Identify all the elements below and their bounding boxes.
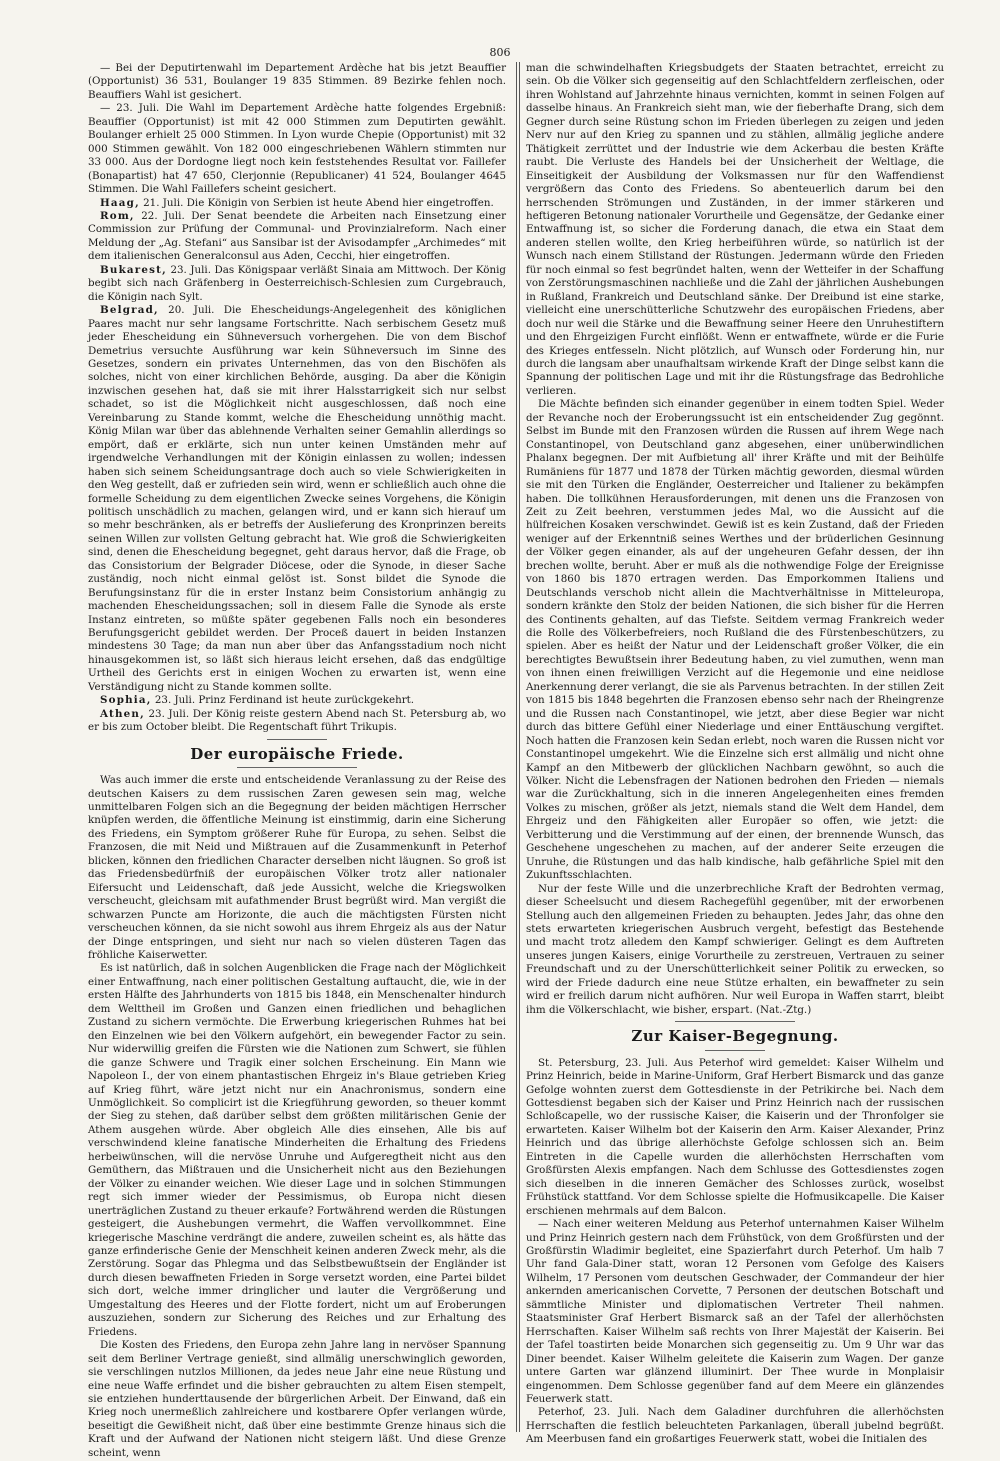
news-item-haag [88, 197, 506, 210]
news-text: 23. Juli. Das Königspaar verläßt Sinaia am Mittwoch. Der König begibt sich nach Gräfenberg in Oesterreichisch-Schlesien zum Curgebrauch, die Königin nach Sylt. [88, 263, 506, 303]
article-paragraph: — 23. Juli. Die Wahl im Departement Ardèche hatte folgendes Ergebniß: Beauffier (Opportunist) ist mit 42 000 Stimmen zum Deputirten gewählt. Boulanger erhielt 25 000 Stimmen. In Lyon wurde Chepie (Opportunist) mit 32 000 Stimmen gewählt. Von 182 000 eingeschriebenen Wählern stimmten nur 33 000. Aus der Dordogne liegt noch kein feststehendes Resultat vor. Faillefer (Bonapartist) hat 47 650, Clerjonnie (Republicaner) 41 524, Boulanger 4645 Stimmen. Die Wahl Faillefers scheint gesichert. [88, 102, 506, 196]
news-item-sophia [88, 694, 506, 707]
news-text: 23. Juli. Der König reiste gestern Abend nach St. Petersburg ab, wo er bis zum October bleibt. Die Regentschaft führt Trikupis. [88, 707, 506, 734]
news-item-athen [88, 708, 506, 735]
dateline: Athen, [100, 707, 145, 720]
column-rule [516, 62, 517, 1432]
dateline: Sophia, [100, 694, 152, 707]
dateline: Haag, [100, 196, 140, 209]
article-paragraph: Peterhof, 23. Juli. Nach dem Galadiner durchfuhren die allerhöchsten Herrschaften die festlich beleuchteten Parkanlagen, überall jubelnd begrüßt. Am Meerbusen fand ein großartiges Feuerwerk statt, wobei die Initialen des [526, 1406, 944, 1446]
dateline: Bukarest, [100, 263, 167, 276]
article-heading: Der europäische Friede. [190, 744, 404, 763]
article-paragraph: man die schwindelhaften Kriegsbudgets der Staaten betrachtet, erreicht zu sein. Ob die Völker sich gegenseitig auf den Schlachtfeldern zerfleischen, oder ihren Wohlstand auf Jahrzehnte hinaus vernichten, kommt in seinen Folgen auf dasselbe hinaus. An Frankreich sieht man, wie der fieberhafte Drang, sich dem Gegner durch seine Rüstung schon im Frieden überlegen zu zeigen und jeden Nerv nur auf den Krieg zu spannen und zu stählen, allmälig jegliche andere Thätigkeit zerrüttet und der Industrie wie dem Ackerbau die besten Kräfte raubt. Die Verluste des Handels bei der Unsicherheit der Weltlage, die Einseitigkeit der Ausbildung der Volksmassen nur für den Waffendienst vergrößern das Conto des Friedens. So abenteuerlich darum bei den herrschenden Strömungen und Zuständen, in der immer stärkeren und heftigeren Betonung nationaler Vorurtheile und Gegensätze, der Gedanke einer Entwaffnung ist, so sicher die Forderung danach, die etwa ein Staat dem anderen stellen wollte, den Krieg herbeiführen würde, so natürlich ist der Wunsch nach einem Stillstand der Rüstungen. Jedermann würde den Frieden für noch einmal so fest begründet halten, wenn der Wetteifer in der Schaffung von Zerstörungsmaschinen nachließe und die Zahl der jährlichen Aushebungen in Rußland, Frankreich und Deutschland sänke. Der Dreibund ist eine starke, vielleicht eine unerschütterliche Schutzwehr des europäischen Friedens, aber doch nur weil die Stärke und die Bewaffnung seiner Heere den Unruhestiftern und den Ehrgeizigen Furcht einflößt. Wenn er entwaffnete, würde er die Furie des Krieges entfesseln. Nicht plötzlich, auf Wunsch oder Forderung hin, nur durch die langsam aber unaufhaltsam wirkende Kraft der Dinge selbst kann die Spannung der politischen Lage und mit ihr die Rüstungsfrage das Bedrohliche verlieren. [526, 62, 944, 397]
article-paragraph: Es ist natürlich, daß in solchen Augenblicken die Frage nach der Möglichkeit einer Entwaffnung, nach einer politischen Gestaltung auftaucht, die, wie in der ersten Hälfte des Jahrhunderts von 1815 bis 1848, ein Menschenalter hindurch dem Welttheil im Großen und Ganzen einen friedlichen und behaglichen Zustand zu sichern vermöchte. Die Erwerbung kriegerischen Ruhmes hat bei den Einzelnen wie bei den Völkern aufgehört, ein bewegender Factor zu sein. Nur widerwillig greifen die Fürsten wie die Nationen zum Schwert, sie fühlen die ganze Schwere und Tragik einer solchen Erscheinung. Ein Mann wie Napoleon I., der von einem phantastischen Ehrgeiz in's Blaue getrieben Krieg auf Krieg führt, wäre jetzt nicht nur ein Anachronismus, sondern eine Unmöglichkeit. So complicirt ist die Kriegführung geworden, so theuer kommt der Sieg zu stehen, daß darüber selbst dem größten militärischen Genie der Athem ausgehen würde. Aber obgleich Alle dies einsehen, Alle bis auf verschwindend kleine fanatische Minderheiten die Erhaltung des Friedens herbeiwünschen, will die nervöse Unruhe und Aufgeregtheit nicht aus den Gemüthern, das Mißtrauen und die Unsicherheit nicht aus den Beziehungen der Völker zu einander weichen. Wie dieser Lage und in solchen Stimmungen regt sich immer wieder der Pessimismus, ob Europa nicht diesen unerträglichen Zustand zu theuer erkaufe? Fortwährend werden die Rüstungen gesteigert, die Aushebungen vermehrt, die Waffen vervollkommnet. Eine kriegerische Maschine verdrängt die andere, zuweilen scheint es, als hätte das ganze erfinderische Genie der Menschheit keinen anderen Zweck mehr, als die Zerstörung. Sogar das Phlegma und das Selbstbewußtsein der Engländer ist durch diesen bewaffneten Frieden in Sorge versetzt worden, eine Partei bildet sich dort, welche immer dringlicher und lauter die Vergrößerung und Umgestaltung des Heeres und der Flotte fordert, nicht um auf Eroberungen auszuziehen, sondern zur Sicherung des Reiches und zur Erhaltung des Friedens. [88, 962, 506, 1338]
news-text: 20. Juli. Die Ehescheidungs-Angelegenheit des königlichen Paares macht nur sehr langsame Fortschritte. Nach serbischem Gesetz muß jeder Ehescheidung ein Sühneversuch vorhergehen. Die von dem Bischof Demetrius versuchte Ausführung war kein Sühneversuch im Sinne des Gesetzes, sondern ein privates Unternehmen, das von den Bischöfen als solches, nicht von einer kirchlichen Behörde, ausging. Da aber die Königin inzwischen gesehen hat, daß sie mit ihrer Halsstarrigkeit sich nur selbst schadet, so ist die Möglichkeit nicht ausgeschlossen, daß noch eine Vereinbarung zu Stande kommt, welche die Ehescheidung unnöthig macht. König Milan war über das ablehnende Verhalten seiner Gemahlin allerdings so empört, daß er erklärte, sich nun unter keinen Umständen mehr auf irgendwelche Verhandlungen mit der Königin einlassen zu wollen; indessen haben sich seinem Scheidungsantrage doch auch so viele Schwierigkeiten in den Weg gestellt, daß er zufrieden sein wird, wenn er schließlich auch ohne die formelle Scheidung zu dem eigentlichen Zwecke seines Vorgehens, die Königin politisch unschädlich zu machen, gelangen wird, und er kann sich hierauf um so mehr beschränken, als er betreffs der Auslieferung des Kronprinzen bereits seinen Willen zur vollsten Geltung gebracht hat. Wie groß die Schwierigkeiten sind, denen die Ehescheidung begegnet, geht daraus hervor, daß die Frage, ob das Consistorium der Belgrader Diöcese, oder die Synode, in dieser Sache zuständig, noch nicht einmal gelöst ist. Sonst bildet die Synode die Berufungsinstanz für die in erster Instanz beim Consistorium anhängig zu machenden Ehescheidungssachen; soll in diesem Falle die Synode als erste Instanz eintreten, so müßte später gegebenen Falls noch ein besonderes Berufungsgericht gebildet werden. Der Proceß dauert in beiden Instanzen mindestens 30 Tage; da man nun aber über das Anfangsstadium noch nicht hinausgekommen ist, so läßt sich hieraus leicht ersehen, daß das endgültige Urtheil des Gerichts erst in einigen Wochen zu erwarten ist, wenn eine Verständigung nicht zu Stande kommen sollte. [88, 304, 506, 693]
divider [237, 767, 357, 768]
article-heading: Zur Kaiser-Begegnung. [631, 1027, 839, 1046]
dateline: Rom, [100, 209, 135, 222]
divider [705, 1050, 765, 1051]
news-text: 22. Juli. Der Senat beendete die Arbeiten nach Einsetzung einer Commission zur Prüfung der Communal- und Provinzialreform. Nach einer Meldung der „Ag. Stefani“ aus Sansibar ist der Avisodampfer „Archimedes“ mit dem italienischen Generalconsul aus Aden, Cecchi, hier eingetroffen. [88, 209, 506, 263]
news-item-bukarest [88, 264, 506, 304]
article-paragraph: Nur der feste Wille und die unzerbrechliche Kraft der Bedrohten vermag, dieser Scheelsucht und diesem Rachegefühl gegenüber, mit der erworbenen Stellung auch den allgemeinen Frieden zu behaupten. Jedes Jahr, das ohne den stets erwarteten kriegerischen Ausbruch vergeht, befestigt das Bestehende und macht trotz alledem den Kampf schwieriger. Gelingt es dem Auftreten unseres jungen Kaisers, einige Vorurtheile zu zerstreuen, Vertrauen zu seiner Freundschaft und zu der Unerschütterlichkeit seiner Politik zu erwecken, so wird der Friede dadurch eine neue Stütze erhalten, ein bewaffneter zu sein wird er freilich darum nicht aufhören. Nur weil Europa in Waffen starrt, bleibt ihm die Völkerschlacht, wie bisher, erspart. (Nat.-Ztg.) [526, 882, 944, 1016]
page-number: 806 [489, 46, 511, 59]
news-item-rom [88, 210, 506, 264]
right-column [526, 62, 944, 1446]
news-text: 23. Juli. Prinz Ferdinand ist heute zurückgekehrt. [151, 694, 415, 707]
article-paragraph: Was auch immer die erste und entscheidende Veranlassung zu der Reise des deutschen Kaisers zu dem russischen Zaren gewesen sein mag, welche unmittelbaren Folgen sich an die Begegnung der beiden mächtigen Herrscher knüpfen werden, die öffentliche Meinung ist einstimmig, darin eine Sicherung des Friedens, ein Symptom größerer Ruhe für Europa, zu sehen. Selbst die Franzosen, die mit Neid und Mißtrauen auf die Zusammenkunft in Peterhof blicken, können den friedlichen Character derselben nicht läugnen. So groß ist das Friedensbedürfniß der europäischen Völker trotz aller nationaler Eifersucht und Leidenschaft, daß jede Aussicht, welche die Kriegswolken verscheucht, gleichsam mit aufathmender Brust begrüßt wird. Man vergißt die schwarzen Puncte am Horizonte, die auch die mächtigsten Fürsten nicht verscheuchen können, da sie nicht sowohl aus ihrem Ehrgeiz als aus der Natur der Dinge entspringen, und sieht nur nach so vielen düsteren Tagen das fröhliche Kaiserwetter. [88, 774, 506, 961]
article-paragraph: — Bei der Deputirtenwahl im Departement Ardèche hat bis jetzt Beauffier (Opportunist) 36 531, Boulanger 19 835 Stimmen. 89 Bezirke fehlen noch. Beauffiers Wahl ist gesichert. [88, 62, 506, 101]
divider [267, 739, 327, 740]
article-paragraph: Die Kosten des Friedens, den Europa zehn Jahre lang in nervöser Spannung seit dem Berliner Vertrage genießt, sind allmälig unerschwinglich geworden, sie verschlingen nutzlos Millionen, da jedes neue Jahr eine neue Rüstung und eine neue Waffe erfindet und die bisher gebrauchten zu altem Eisen stempelt, sie entziehen hunderttausende der bürgerlichen Arbeit. Der Einwand, daß ein Krieg noch unermeßlich zahlreichere und kostbarere Opfer verlangen würde, beseitigt die Gewißheit nicht, daß über eine bestimmte Grenze hinaus sich die Kraft und der Aufwand der Nationen nicht steigern läßt. Und diese Grenze scheint, wenn [88, 1339, 506, 1459]
dateline: Belgrad, [100, 304, 159, 317]
left-column [88, 62, 506, 1459]
column-rule [519, 62, 520, 1432]
article-paragraph: St. Petersburg, 23. Juli. Aus Peterhof wird gemeldet: Kaiser Wilhelm und Prinz Heinrich, beide in Marine-Uniform, Graf Herbert Bismarck und das ganze Gefolge wohnten zuerst dem Gottesdienste in der Petrikirche bei. Nach dem Gottesdienst begaben sich der Kaiser und Prinz Heinrich nach der russischen Schloßcapelle, wo der russische Kaiser, die Kaiserin und der Thronfolger sie erwarteten. Kaiser Wilhelm bot der Kaiserin den Arm. Kaiser Alexander, Prinz Heinrich und das übrige allerhöchste Gefolge schlossen sich an. Beim Eintreten in die Capelle wurden die allerhöchsten Herrschaften vom Großfürsten Alexis empfangen. Nach dem Schlusse des Gottesdienstes zogen sich dieselben in die inneren Gemächer des Schlosses zurück, woselbst Frühstück stattfand. Vor dem Schlosse spielte die Hofmusikcapelle. Die Kaiser erschienen mehrmals auf dem Balcon. [526, 1056, 944, 1217]
article-paragraph: — Nach einer weiteren Meldung aus Peterhof unternahmen Kaiser Wilhelm und Prinz Heinrich gestern nach dem Frühstück, von dem Großfürsten und der Großfürstin Wladimir begleitet, eine Spazierfahrt durch Peterhof. Um halb 7 Uhr fand Gala-Diner statt, woran 12 Personen vom Gefolge des Kaisers Wilhelm, 17 Personen vom deutschen Geschwader, der Commandeur der hier ankernden americanischen Corvette, 7 Personen der deutschen Botschaft und sämmtliche Minister und diplomatischen Vertreter Theil nahmen. Staatsminister Graf Herbert Bismarck saß an der Tafel der allerhöchsten Herrschaften. Kaiser Wilhelm saß rechts von Ihrer Majestät der Kaiserin. Bei der Tafel toastirten beide Monarchen sich gegenseitig zu. Um 9 Uhr war das Diner beendet. Kaiser Wilhelm geleitete die Kaiserin zum Wagen. Der ganze untere Garten war glänzend illuminirt. Der Thee wurde in Monplaisir eingenommen. Dem Schlosse gegenüber fand auf dem Meere ein glänzendes Feuerwerk statt. [526, 1218, 944, 1405]
news-item-belgrad [88, 304, 506, 694]
news-text: 21. Juli. Die Königin von Serbien ist heute Abend hier eingetroffen. [139, 196, 494, 209]
article-paragraph: Die Mächte befinden sich einander gegenüber in einem todten Spiel. Weder der Revanche noch der Eroberungssucht ist ein entscheidender Zug gegönnt. Selbst im Bunde mit den Franzosen würden die Russen auf ihrem Wege nach Constantinopel, von Deutschland ganz abgesehen, einer unüberwindlichen Phalanx begegnen. Der mit Aufbietung all' ihrer Kräfte und mit der Beihülfe Rumäniens für 1877 und 1878 der Türken mächtig geworden, diesmal würden sie mit den Türken die Engländer, Oesterreicher und Italiener zu bekämpfen haben. Die tollkühnen Herausforderungen, mit denen uns die Franzosen von Zeit zu Zeit beehren, verstummen jedes Mal, wo die Aussicht auf die hülfreichen Kosaken verschwindet. Gewiß ist es kein Zustand, daß der Frieden weniger auf der Erkenntniß seines Werthes und der brüderlichen Gesinnung der Völker gegen einander, als auf der ungeheuren Gefahr dessen, der ihn brechen wollte, beruht. Aber er muß als die nothwendige Folge der Ereignisse von 1860 bis 1870 ertragen werden. Das Emporkommen Italiens und Deutschlands verschob nicht allein die Machtverhältnisse in Mitteleuropa, sondern kränkte den Stolz der beiden Nationen, die sich bisher für die Herren des Continents gehalten, auf das Tiefste. Seitdem vermag Frankreich weder die Rolle des Völkerbefreiers, noch Rußland die des Fürstenbeschützers, zu spielen. Aber es heißt der Natur und der Leidenschaft großer Völker, die ein berechtigtes Bewußtsein ihrer Bedeutung haben, zu viel zumuthen, wenn man von ihnen einen freiwilligen Verzicht auf die Hegemonie und eine neidlose Anerkennung derer verlangt, die sie als Parvenus betrachten. In der stillen Zeit von 1815 bis 1848 begehrten die Franzosen ebenso sehr nach der Rheingrenze und die Russen nach Constantinopel, wie jetzt, aber diese Begier war nicht durch das bittere Gefühl einer Niederlage und einer Enttäuschung vergiftet. Noch hatten die Franzosen kein Sedan erlebt, noch waren die Russen nicht vor Constantinopel umgekehrt. Wie die Einzelne sich erst allmälig und nicht ohne Kampf an den Mitbewerb der glücklichen Nachbarn gewöhnt, so auch die Völker. Nicht die Lebensfragen der Nationen bedrohen den Frieden — niemals war die Zurückhaltung, sich in die inneren Angelegenheiten eines fremden Volkes zu mischen, größer als jetzt, niemals stand die Welt dem Handel, dem Ehrgeiz und den Fähigkeiten aller Europäer so offen, wie jetzt: die Verbitterung und die Verstimmung auf der einen, der brennende Wunsch, das Geschehene ungeschehen zu machen, auf der anderer Seite erzeugen die Unruhe, die Rüstungen und das halb kindische, halb gefährliche Spiel mit den Zukunftsschlachten. [526, 398, 944, 882]
divider [675, 1021, 795, 1022]
